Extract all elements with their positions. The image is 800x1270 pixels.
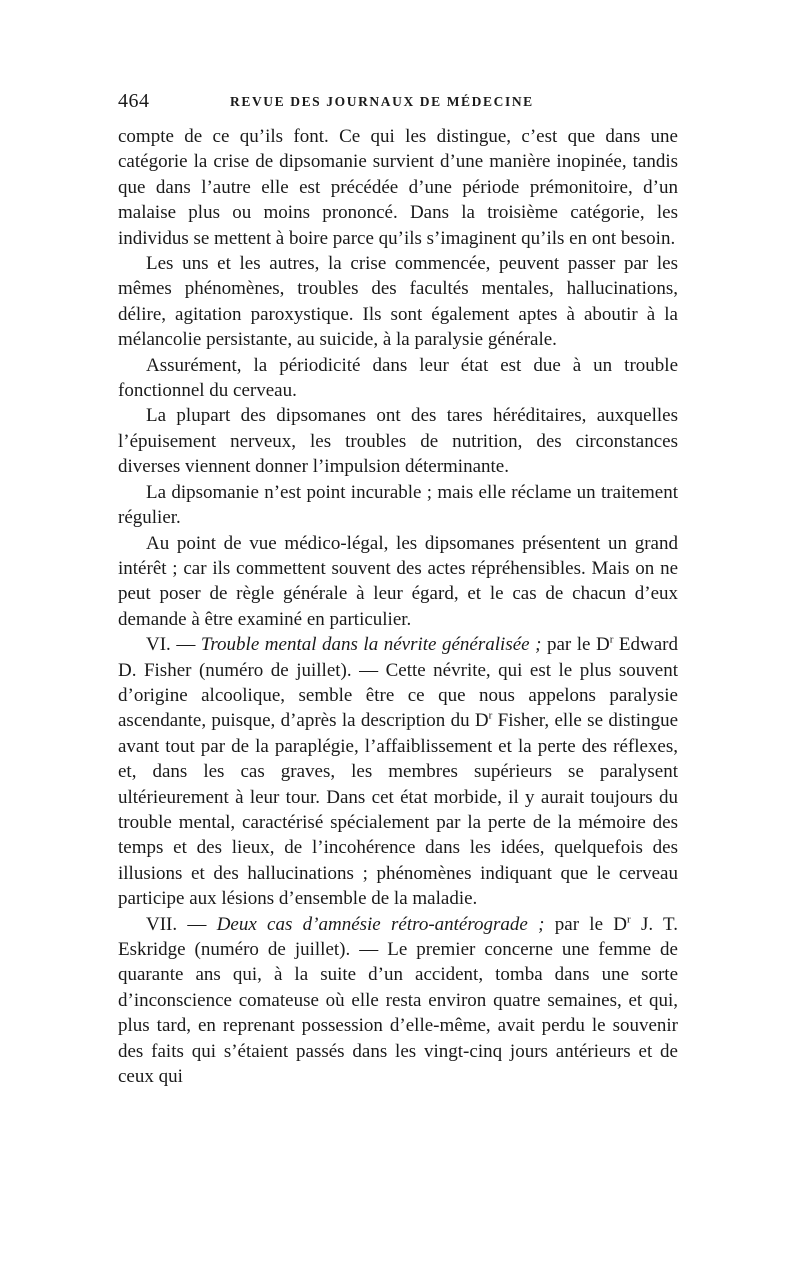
document-page [118,90,678,1089]
paragraph: Les uns et les autres, la crise commencée, peuvent passer par les mêmes phénomènes, troubles des facultés mentales, hallucinations, délire, agitation paroxystique. Ils sont également aptes à aboutir à la mélancolie persistante, au suicide, à la paralysie générale. [118,253,678,351]
section-vii-by: par le D [544,913,628,935]
section-vi-number: VI. — [146,634,201,656]
section-vi-text-2: Fisher, elle se distingue avant tout par de la paraplégie, l’affaiblissement et la perte des réflexes, et, dans les cas graves, les membres supérieurs se paralysent ultérieurement à leur tour. Dans cet état morbide, il y aurait toujours du trouble mental, caractérisé spécialement par la perte de la mémoire des temps et des lieux, de l’incohérence dans les idées, quelquefois des illusions et des hallucinations ; phénomènes indiquant que le cerveau participe aux lésions d’ensemble de la maladie. [118,710,678,910]
section-vi-by: par le D [541,634,610,656]
page-number: 464 [118,90,150,112]
section-vi-sup: r [609,633,614,646]
section-vi-sup2: r [488,710,493,723]
section-vi-title: Trouble mental dans la névrite généralisée ; [200,634,542,656]
section-vii-number: VII. — [146,913,217,935]
section-vii-paragraph [118,912,678,1090]
section-vi-paragraph [118,632,678,911]
paragraph: La plupart des dipsomanes ont des tares héréditaires, auxquelles l’épuisement nerveux, les troubles de nutrition, des circonstances diverses viennent donner l’impulsion déterminante. [118,405,678,478]
running-title: REVUE DES JOURNAUX DE MÉDECINE [230,94,534,109]
body-text [118,124,678,1089]
paragraph: compte de ce qu’ils font. Ce qui les distingue, c’est que dans une catégorie la crise de dipsomanie survient d’une manière inopinée, tandis que dans l’autre elle est précédée d’une période prémonitoire, d’un malaise plus ou moins prononcé. Dans la troisième catégorie, les individus se mettent à boire parce qu’ils s’imaginent qu’ils en ont besoin. [118,126,678,249]
section-vii-title: Deux cas d’amnésie rétro-antérograde ; [216,913,545,935]
paragraph: Assurément, la périodicité dans leur état est due à un trouble fonctionnel du cerveau. [118,354,678,402]
paragraph: La dipsomanie n’est point incurable ; mais elle réclame un traitement régulier. [118,481,678,529]
page-header [118,90,678,124]
paragraph: Au point de vue médico-légal, les dipsomanes présentent un grand intérêt ; car ils commettent souvent des actes répréhensibles. Mais on ne peut poser de règle générale à leur égard, et le cas de chacun d’eux demande à être examiné en particulier. [118,532,678,630]
section-vii-sup: r [627,913,631,926]
section-vii-text: J. T. Eskridge (numéro de juillet). — Le premier concerne une femme de quarante ans qui, à la suite d’un accident, tomba dans une sorte d’inconscience comateuse où elle resta environ quatre semaines, et qui, plus tard, en reprenant possession d’elle-même, avait perdu le souvenir des faits qui s’étaient passés dans les vingt-cinq jours antérieurs et de ceux qui [118,913,678,1088]
section-vi-text: Edward D. Fisher (numéro de juillet). — Cette névrite, qui est le plus souvent d’origine alcoolique, semble être ce que nous appelons paralysie ascendante, puisque, d’après la description du D [118,634,678,732]
